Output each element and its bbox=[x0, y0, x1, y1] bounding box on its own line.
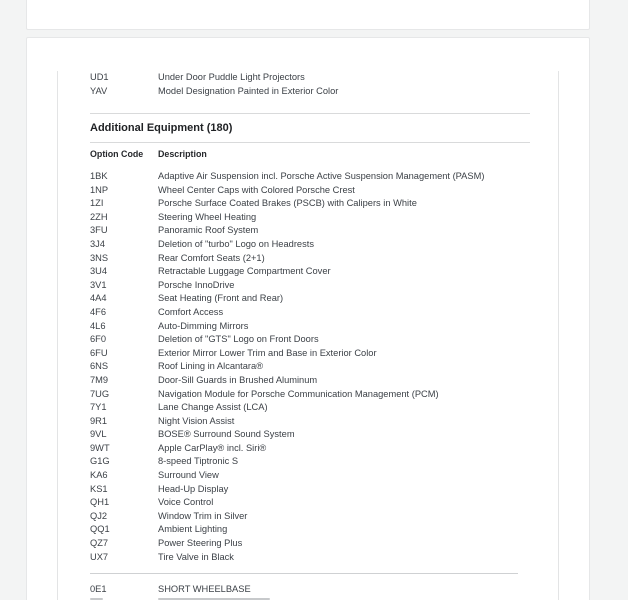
option-description: Adaptive Air Suspension incl. Porsche Active Suspension Management (PASM) bbox=[158, 171, 485, 181]
table-row bbox=[90, 455, 549, 469]
table-row bbox=[90, 184, 549, 198]
table-row bbox=[90, 320, 549, 334]
option-description: Comfort Access bbox=[158, 306, 224, 317]
table-row bbox=[90, 224, 549, 238]
option-description: Deletion of "turbo" Logo on Headrests bbox=[158, 238, 314, 249]
main-page-card bbox=[26, 37, 590, 600]
option-description: Panoramic Roof System bbox=[158, 225, 259, 236]
table-row bbox=[90, 583, 549, 597]
table-row bbox=[90, 238, 549, 252]
table-row bbox=[90, 388, 549, 402]
table-row bbox=[90, 211, 549, 225]
table-row bbox=[90, 279, 549, 293]
additional-equipment-rows bbox=[90, 170, 549, 564]
option-description: BOSE® Surround Sound System bbox=[158, 429, 295, 440]
rule-below-heading bbox=[90, 142, 530, 143]
option-description: Porsche InnoDrive bbox=[158, 279, 235, 290]
table-row bbox=[90, 306, 549, 320]
option-code: 9R1 bbox=[90, 415, 108, 426]
option-description: Porsche Surface Coated Brakes (PSCB) with Calipers in White bbox=[158, 198, 417, 209]
table-row bbox=[90, 537, 549, 551]
option-code: G1G bbox=[90, 456, 110, 467]
option-description: Apple CarPlay® incl. Siri® bbox=[158, 442, 267, 453]
table-row bbox=[90, 85, 549, 99]
table-row bbox=[90, 347, 549, 361]
column-header-description: Description bbox=[158, 149, 207, 159]
table-row bbox=[90, 374, 549, 388]
option-code: 7UG bbox=[90, 388, 110, 399]
option-code: QQ1 bbox=[90, 524, 110, 535]
option-code: 1NP bbox=[90, 184, 109, 195]
option-description: Under Door Puddle Light Projectors bbox=[158, 72, 305, 82]
table-row bbox=[90, 415, 549, 429]
option-description: Window Trim in Silver bbox=[158, 510, 248, 521]
previous-page-card bbox=[26, 0, 590, 30]
option-description: Navigation Module for Porsche Communication Management (PCM) bbox=[158, 388, 439, 399]
option-code: 6NS bbox=[90, 361, 109, 372]
table-row bbox=[90, 170, 549, 184]
option-code: 2ZH bbox=[90, 211, 108, 222]
option-code: 1ZI bbox=[90, 198, 104, 209]
table-row bbox=[90, 292, 549, 306]
option-description: Retractable Luggage Compartment Cover bbox=[158, 266, 331, 277]
option-code: 3J4 bbox=[90, 238, 105, 249]
table-row bbox=[90, 483, 549, 497]
option-code: 6FU bbox=[90, 347, 108, 358]
table-row bbox=[90, 551, 549, 565]
option-code: 9WT bbox=[90, 442, 110, 453]
table-row bbox=[90, 523, 549, 537]
option-code: 3NS bbox=[90, 252, 109, 263]
option-description: Tire Valve in Black bbox=[158, 551, 234, 562]
option-description: Ambient Lighting bbox=[158, 524, 228, 535]
option-code: KA6 bbox=[90, 470, 108, 481]
rule-above-heading bbox=[90, 113, 530, 114]
option-code: 4F6 bbox=[90, 306, 107, 317]
option-description: Deletion of "GTS" Logo on Front Doors bbox=[158, 334, 319, 345]
option-description: SHORT WHEELBASE bbox=[158, 584, 251, 594]
option-code: 3FU bbox=[90, 225, 108, 236]
previous-section-rows bbox=[90, 71, 549, 98]
option-description: 8-speed Tiptronic S bbox=[158, 456, 239, 467]
group-divider-rule bbox=[90, 573, 518, 574]
option-description: Lane Change Assist (LCA) bbox=[158, 402, 268, 413]
column-header-option-code: Option Code bbox=[90, 149, 144, 159]
table-row bbox=[90, 510, 549, 524]
option-code: 4A4 bbox=[90, 293, 107, 304]
table-row bbox=[90, 360, 549, 374]
option-description: Wheel Center Caps with Colored Porsche Crest bbox=[158, 184, 355, 195]
table-row bbox=[90, 469, 549, 483]
option-code: 3U4 bbox=[90, 266, 108, 277]
table-row bbox=[90, 252, 549, 266]
table-row bbox=[90, 401, 549, 415]
option-description: Seat Heating (Front and Rear) bbox=[158, 293, 284, 304]
option-code: 1BK bbox=[90, 171, 108, 181]
option-code: 6F0 bbox=[90, 334, 107, 345]
option-description: Power Steering Plus bbox=[158, 538, 243, 549]
table-row bbox=[90, 442, 549, 456]
table-row bbox=[90, 428, 549, 442]
option-description: Steering Wheel Heating bbox=[158, 211, 257, 222]
option-description: Head-Up Display bbox=[158, 483, 229, 494]
table-row bbox=[90, 265, 549, 279]
option-description: Surround View bbox=[158, 470, 219, 481]
option-description: Rear Comfort Seats (2+1) bbox=[158, 252, 265, 263]
option-code: 0E1 bbox=[90, 584, 107, 594]
option-description: Exterior Mirror Lower Trim and Base in Exterior Color bbox=[158, 347, 377, 358]
option-code: UD1 bbox=[90, 72, 109, 82]
option-code: 7M9 bbox=[90, 374, 109, 385]
table-row bbox=[90, 333, 549, 347]
option-description: Model Designation Painted in Exterior Color bbox=[158, 85, 339, 96]
table-row bbox=[90, 496, 549, 510]
table-row bbox=[90, 197, 549, 211]
option-code: KS1 bbox=[90, 483, 108, 494]
option-code: 9VL bbox=[90, 429, 107, 440]
option-code: UX7 bbox=[90, 551, 109, 562]
option-code: QH1 bbox=[90, 497, 110, 508]
next-section-rows bbox=[90, 583, 549, 597]
option-description: Night Vision Assist bbox=[158, 415, 235, 426]
option-description: Door-Sill Guards in Brushed Aluminum bbox=[158, 374, 318, 385]
option-description: Roof Lining in Alcantara® bbox=[158, 361, 264, 372]
option-code: QJ2 bbox=[90, 510, 108, 521]
option-code: 7Y1 bbox=[90, 402, 107, 413]
option-code: QZ7 bbox=[90, 538, 109, 549]
section-heading: Additional Equipment (180) bbox=[90, 122, 233, 134]
column-header-row bbox=[90, 146, 549, 162]
table-row bbox=[90, 71, 549, 85]
option-description: Voice Control bbox=[158, 497, 214, 508]
option-code: 3V1 bbox=[90, 279, 107, 290]
option-description: Auto-Dimming Mirrors bbox=[158, 320, 249, 331]
option-code: YAV bbox=[90, 85, 108, 96]
option-code: 4L6 bbox=[90, 320, 106, 331]
